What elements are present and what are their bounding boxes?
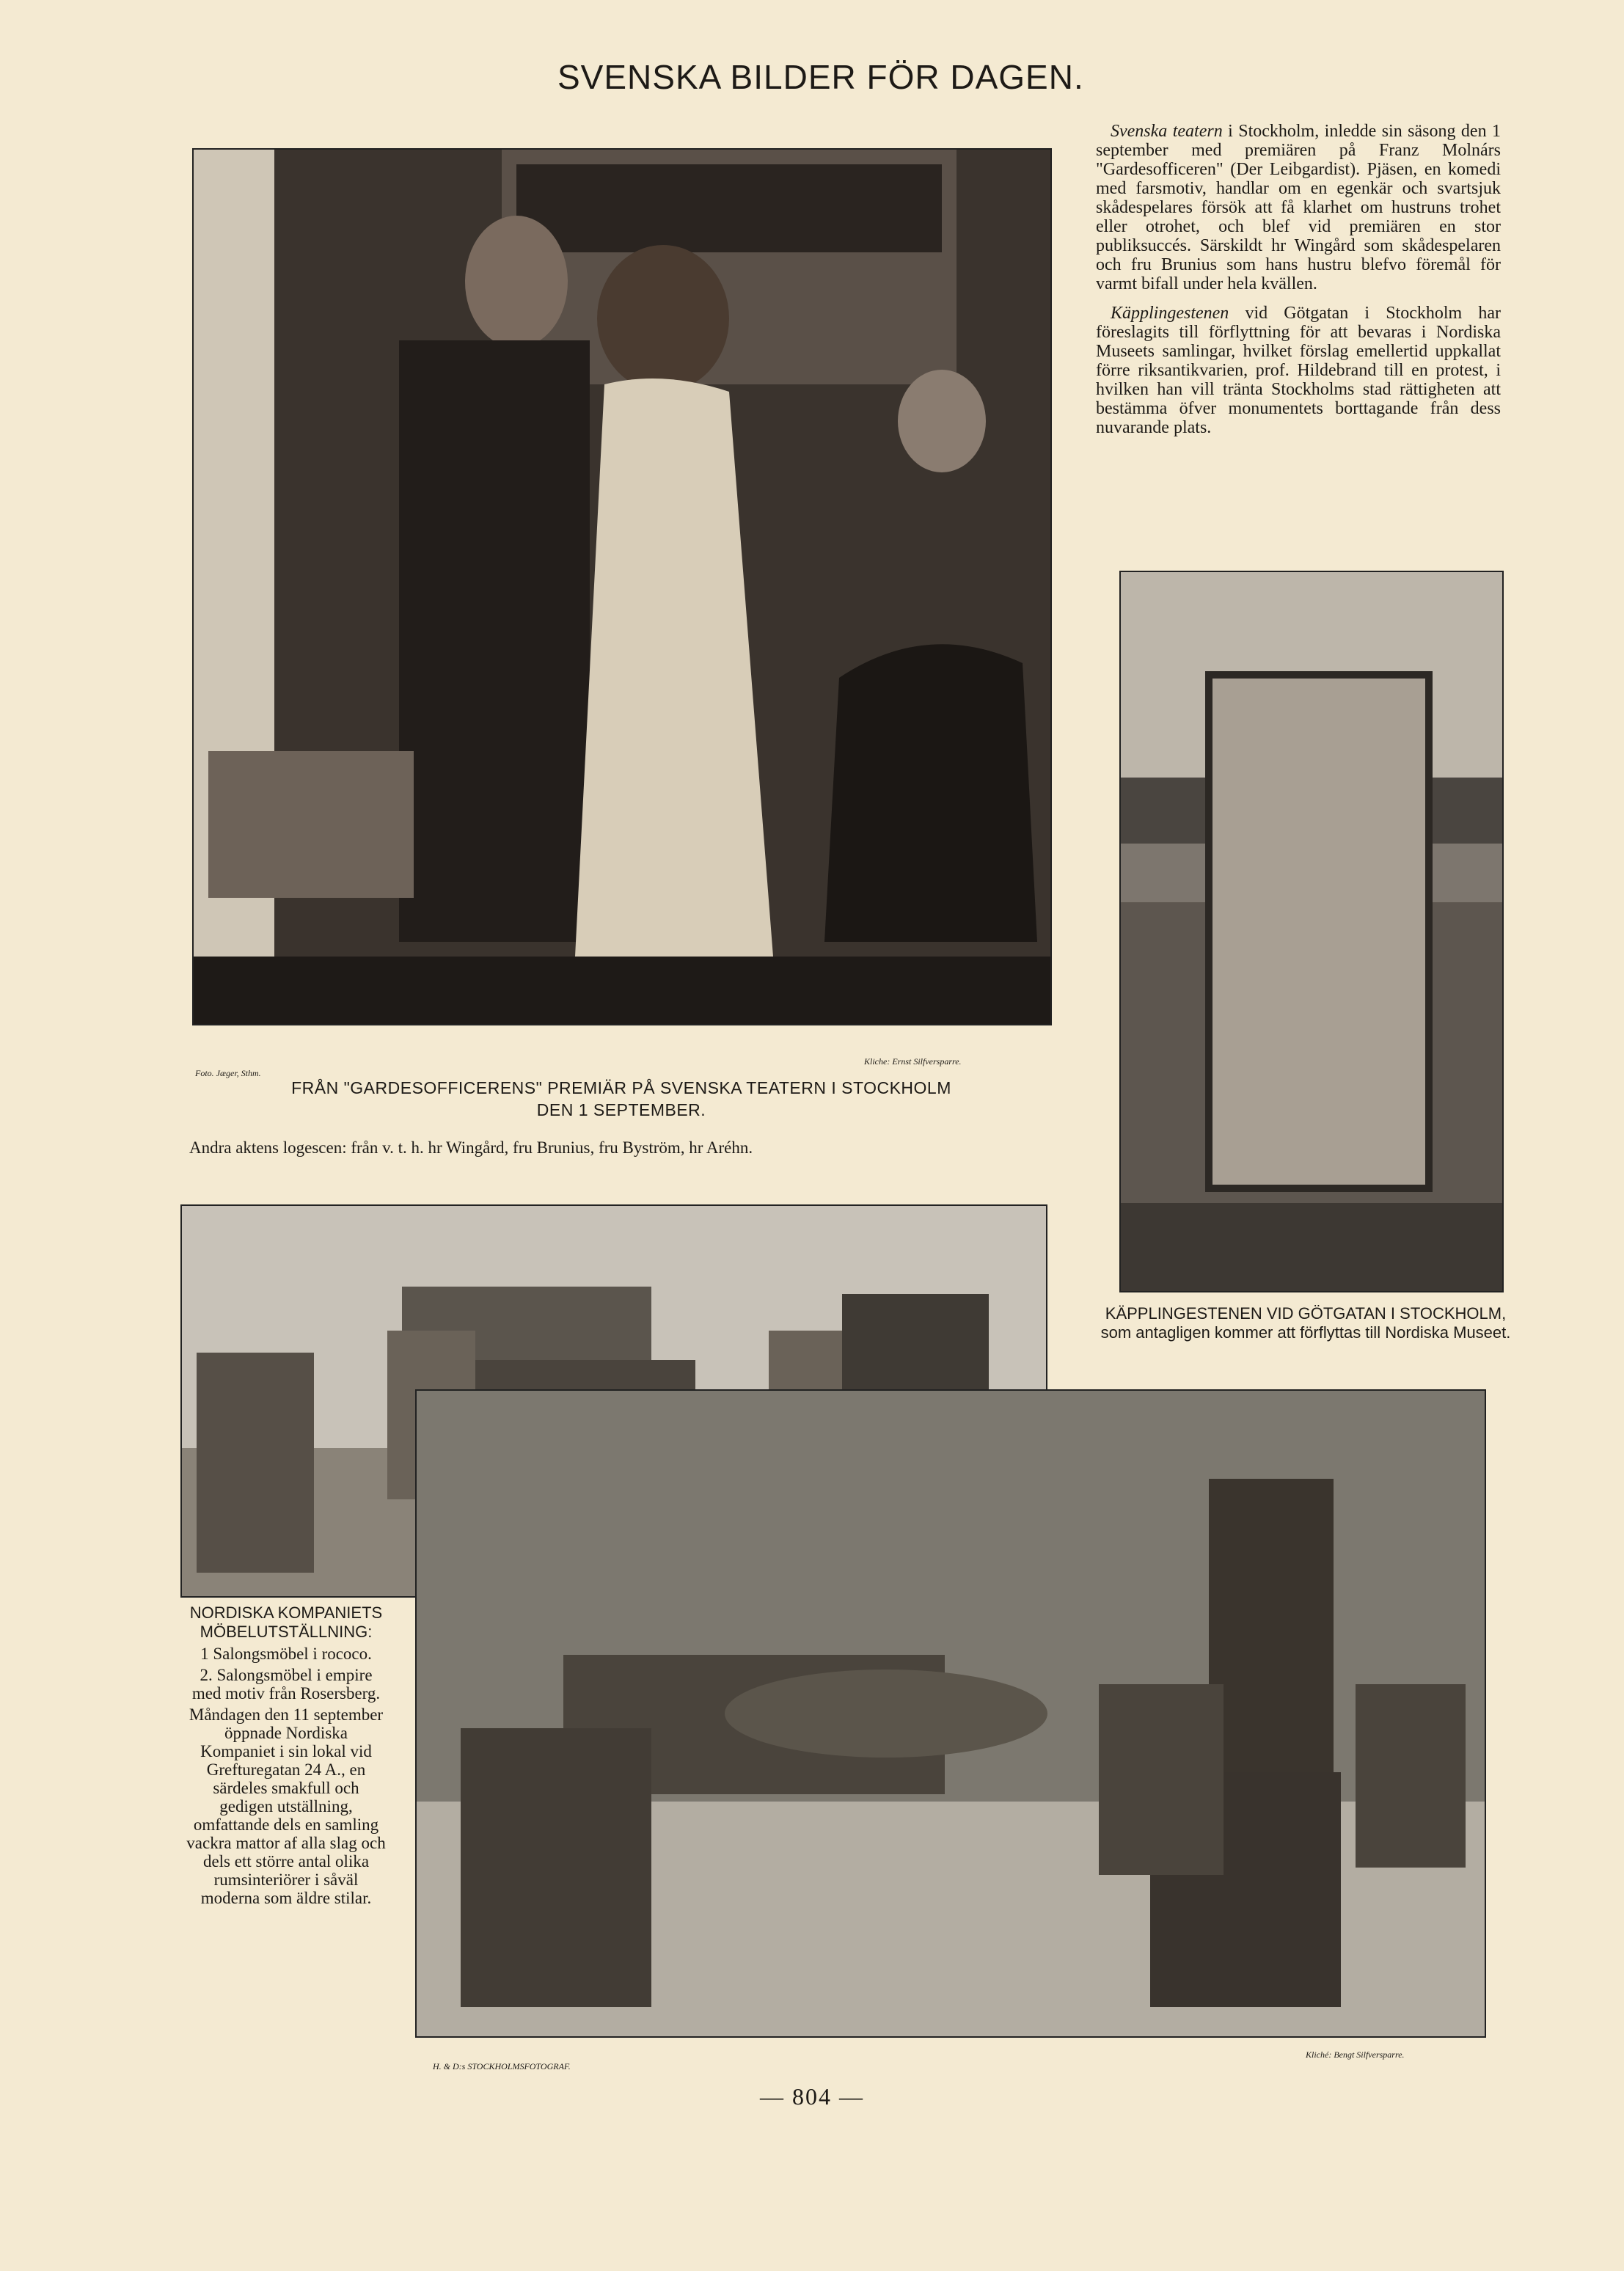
empire-illustration <box>417 1391 1485 2036</box>
empire-furniture-photo <box>415 1389 1486 2038</box>
article-column-top <box>1096 122 1501 447</box>
stone-caption: KÄPPLINGESTENEN VID GÖTGATAN I STOCKHOLM, som antagligen kommer att förflyttas till Nordiska Museet. <box>1100 1304 1511 1342</box>
furniture-caption-heading: NORDISKA KOMPANIETS MÖBELUTSTÄLLNING: <box>189 1603 383 1641</box>
theatre-caption-line2: DEN 1 SEPTEMBER. <box>536 1100 706 1119</box>
furniture-cliche-credit: Kliché: Bengt Silfversparre. <box>1306 2049 1405 2060</box>
furniture-body-text: Måndagen den 11 september öppnade Nordiska Kompaniet i sin lokal vid Grefturegatan 24 A., en särdeles smakfull och gedigen utställning, omfattande dels en samling vackra mattor af alla slag och dels ett större antal olika rumsinteriörer i såväl moderna som äldre stilar. <box>186 1705 386 1907</box>
theatre-caption-line1: FRÅN "GARDESOFFICERENS" PREMIÄR PÅ SVENSKA TEATERN I STOCKHOLM <box>291 1078 951 1097</box>
theatre-caption-heading <box>188 1077 1055 1121</box>
paragraph-svenska-teatern: Svenska teatern i Stockholm, inledde sin säsong den 1 september med premiären på Franz Molnárs "Gardesofficeren" (Der Leibgardist). Pjäsen, en komedi med farsmotiv, handlar om en egenkär och svartsjuk skådespelares försök att få klarhet om hustruns trohet eller otrohet, och blef vid premiären en stor publiksuccés. Särskildt hr Wingård som skådespelaren och fru Brunius som hans hustru blefvo föremål för varmt bifall under hela kvällen. <box>1096 122 1501 293</box>
theatre-cliche-credit: Kliche: Ernst Silfversparre. <box>864 1056 962 1067</box>
kapplingestenen-photo <box>1119 571 1504 1292</box>
furniture-caption-column <box>186 1603 386 1910</box>
page-title: SVENSKA BILDER FÖR DAGEN. <box>557 58 1084 96</box>
page-number: — 804 — <box>760 2083 864 2110</box>
paragraph-kapplingestenen: Käpplingestenen vid Götgatan i Stockholm har föreslagits till förflyttning för att bevaras i Nordiska Museets samlingar, hvilket förslag emellertid uppkallat förre riksantikvarien, prof. Hildebrand till en protest, i hvilken han vill tränta Stockholms stad rättigheten att bestämma öfver monumentets borttagande från dess nuvarande plats. <box>1096 304 1501 437</box>
theatre-photo-credit: Foto. Jæger, Sthm. <box>195 1068 261 1078</box>
theatre-scene-illustration <box>194 150 1050 1024</box>
furniture-item-2: 2. Salongsmöbel i empire med motiv från Rosersberg. <box>191 1666 381 1703</box>
theatre-caption-sub: Andra aktens logescen: från v. t. h. hr Wingård, fru Brunius, fru Byström, hr Aréhn. <box>189 1138 753 1157</box>
furniture-photo-credit: H. & D:s STOCKHOLMSFOTOGRAF. <box>433 2061 571 2071</box>
furniture-item-1: 1 Salongsmöbel i rococo. <box>200 1645 372 1663</box>
theatre-scene-photo <box>192 148 1052 1025</box>
stone-illustration <box>1121 572 1502 1291</box>
